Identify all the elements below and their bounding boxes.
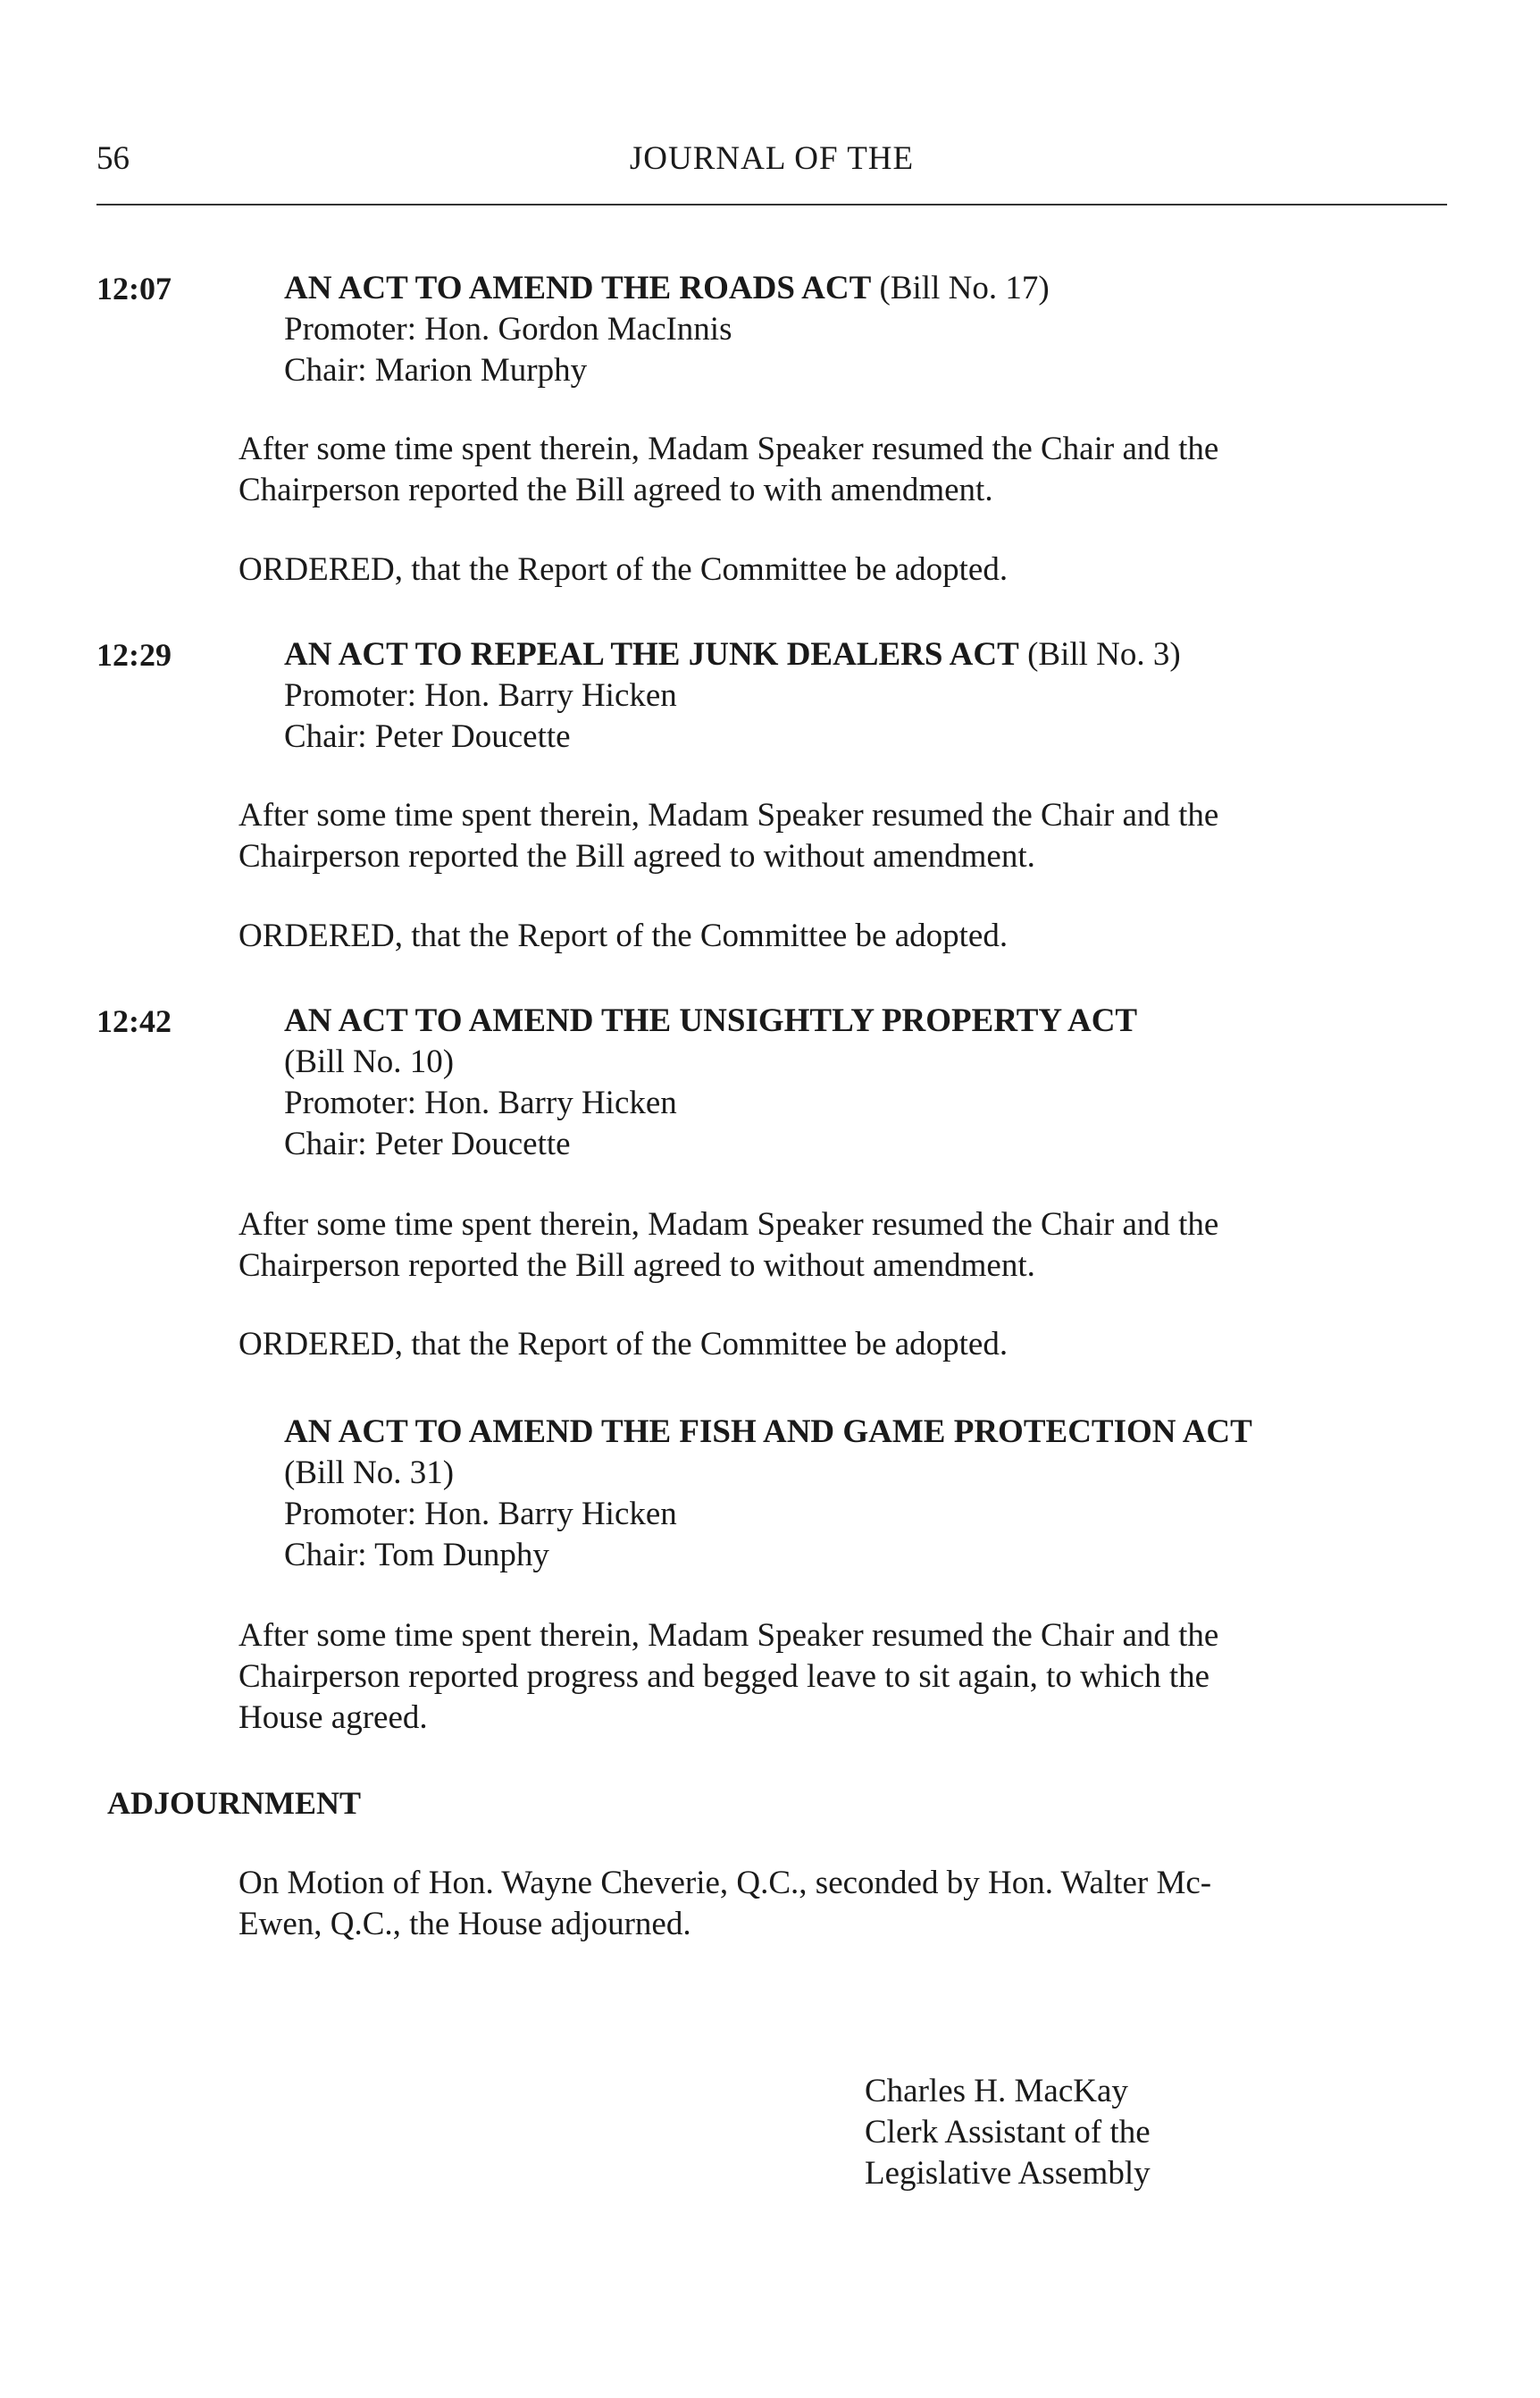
bill-chair: Chair: Marion Murphy [284,352,588,389]
signature-block [865,2071,1151,2194]
report-line: House agreed. [239,1699,428,1736]
report-line: After some time spent therein, Madam Speaker resumed the Chair and the [239,1206,1219,1243]
report-line: Chairperson reported the Bill agreed to without amendment. [239,838,1035,875]
report-line: Chairperson reported the Bill agreed to with amendment. [239,472,993,508]
committee-report [239,795,1453,877]
header-rule [96,204,1447,205]
entry-time: 12:07 [96,271,172,306]
bill-promoter: Promoter: Hon. Barry Hicken [284,1496,677,1532]
report-line: After some time spent therein, Madam Speaker resumed the Chair and the [239,431,1219,467]
report-line: After some time spent therein, Madam Speaker resumed the Chair and the [239,797,1219,834]
page-header [96,132,1447,186]
bill-title: AN ACT TO REPEAL THE JUNK DEALERS ACT [284,636,1019,673]
adjournment-heading: ADJOURNMENT [107,1785,361,1821]
report-line: Chairperson reported the Bill agreed to without amendment. [239,1247,1035,1284]
journal-title: JOURNAL OF THE [629,140,915,177]
entry-time: 12:29 [96,637,172,673]
bill-title: AN ACT TO AMEND THE FISH AND GAME PROTECTION ACT [284,1413,1252,1450]
ordered-line: ORDERED, that the Report of the Committee be adopted. [239,1326,1009,1362]
committee-report [239,1204,1453,1287]
bill-chair: Chair: Tom Dunphy [284,1537,549,1573]
adjournment-motion [239,1863,1453,1945]
motion-line: Ewen, Q.C., the House adjourned. [239,1906,691,1942]
bill-block [284,1412,1463,1576]
page-number: 56 [96,140,130,177]
signatory-name: Charles H. MacKay [865,2073,1128,2109]
signatory-title: Clerk Assistant of the [865,2114,1151,2151]
report-line: Chairperson reported progress and begged leave to sit again, to which the [239,1658,1210,1695]
entry-time: 12:42 [96,1003,172,1039]
ordered-line: ORDERED, that the Report of the Committee be adopted. [239,918,1009,954]
bill-block [284,1001,1463,1165]
bill-number: (Bill No. 17) [879,270,1050,306]
bill-promoter: Promoter: Hon. Barry Hicken [284,1085,677,1121]
committee-report [239,1615,1453,1739]
bill-promoter: Promoter: Hon. Gordon MacInnis [284,311,732,348]
bill-block [284,268,1463,391]
signatory-title: Legislative Assembly [865,2155,1151,2192]
bill-chair: Chair: Peter Doucette [284,1126,571,1162]
bill-number: (Bill No. 31) [284,1455,455,1491]
bill-number: (Bill No. 10) [284,1044,455,1080]
report-line: After some time spent therein, Madam Speaker resumed the Chair and the [239,1617,1219,1654]
committee-report [239,429,1453,511]
bill-block [284,634,1463,758]
bill-number: (Bill No. 3) [1027,636,1181,673]
bill-title: AN ACT TO AMEND THE UNSIGHTLY PROPERTY ACT [284,1002,1138,1039]
bill-title: AN ACT TO AMEND THE ROADS ACT [284,270,872,306]
ordered-line: ORDERED, that the Report of the Committee be adopted. [239,551,1009,588]
motion-line: On Motion of Hon. Wayne Cheverie, Q.C., seconded by Hon. Walter Mc- [239,1865,1212,1901]
bill-promoter: Promoter: Hon. Barry Hicken [284,677,677,714]
bill-chair: Chair: Peter Doucette [284,718,571,755]
